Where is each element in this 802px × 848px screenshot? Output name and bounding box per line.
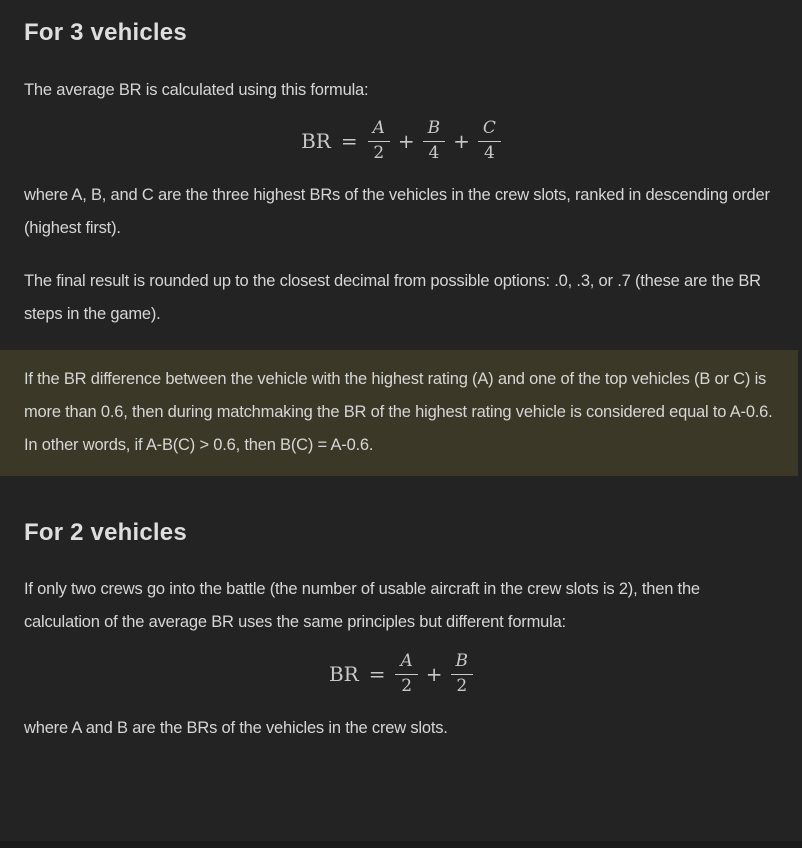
rounding-rule-text: The final result is rounded up to the closest decimal from possible options: .0, .3, or .7 (these are the BR steps in the game). [24, 272, 761, 324]
note-box-text: If the BR difference between the vehicle with the highest rating (A) and one of the top vehicles (B or C) is more than 0.6, then during matchmaking the BR of the highest rating vehicle is considered equal to A-0.6. In other words, if A-B(C) > 0.6, then B(C) = A-0.6. [24, 370, 773, 455]
note-box [0, 350, 798, 476]
section-3-vehicles-heading: For 3 vehicles [24, 19, 187, 46]
plus-sign: + [397, 129, 415, 154]
section-2-vehicles [0, 476, 802, 745]
fraction-b-over-2 [451, 652, 474, 696]
numerator: A [395, 652, 417, 675]
section-3-vehicles [0, 0, 802, 331]
two-crews-intro-text: If only two crews go into the battle (the number of usable aircraft in the crew slots is 2), then the calculation of the average BR uses the same principles but different formula: [24, 580, 700, 632]
section-divider [0, 841, 802, 848]
formula-lhs: BR [328, 662, 359, 687]
numerator: C [478, 119, 501, 142]
equals-sign: = [340, 129, 358, 154]
formula-lhs: BR [301, 129, 331, 154]
plus-sign: + [453, 129, 470, 154]
denominator: 4 [428, 142, 440, 163]
denominator: 2 [401, 675, 413, 696]
formula-variables-explanation: where A and B are the BRs of the vehicles in the crew slots. [24, 719, 448, 738]
formula-2-vehicles [0, 652, 802, 696]
numerator: B [451, 652, 474, 675]
denominator: 2 [456, 675, 468, 696]
plus-sign: + [425, 662, 443, 687]
formula-intro-text: The average BR is calculated using this formula: [24, 81, 369, 99]
formula-variables-explanation: where A, B, and C are the three highest BRs of the vehicles in the crew slots, ranked in descending order (highest first). [24, 186, 770, 238]
fraction-b-over-4 [423, 119, 446, 163]
fraction-a-over-2 [395, 652, 417, 696]
numerator: B [423, 119, 446, 142]
numerator: A [368, 119, 390, 142]
fraction-c-over-4 [478, 119, 501, 163]
denominator: 4 [484, 142, 495, 163]
formula-3-vehicles [0, 119, 802, 163]
section-2-vehicles-heading: For 2 vehicles [24, 519, 187, 547]
fraction-a-over-2 [368, 119, 390, 163]
denominator: 2 [373, 142, 385, 163]
equals-sign: = [368, 662, 386, 687]
